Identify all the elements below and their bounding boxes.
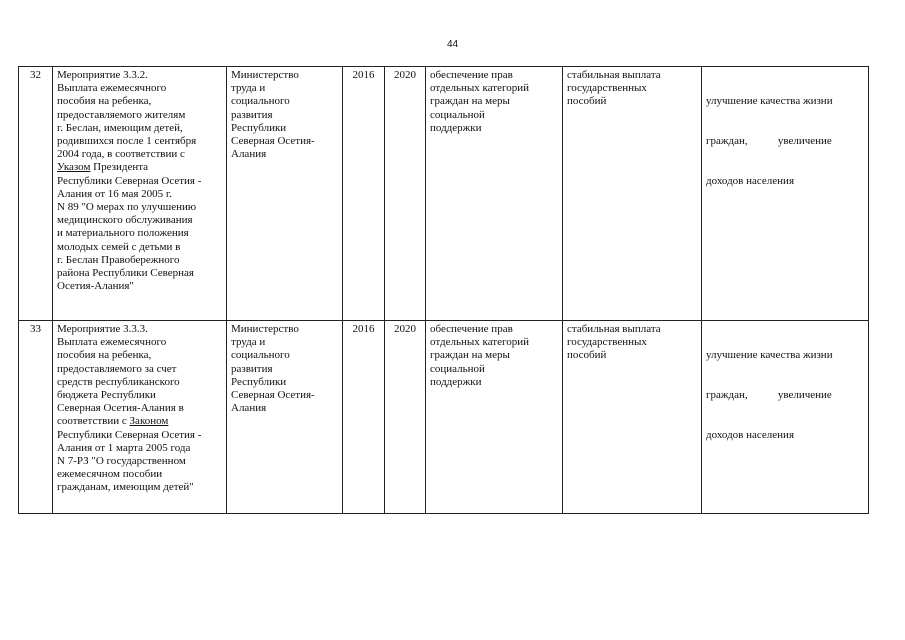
table-row-32: [19, 67, 869, 321]
expected-result: улучшение качества жизни граждан, увеличение доходов населения: [702, 321, 869, 514]
indicator: стабильная выплата государственных пособий: [563, 67, 702, 321]
event-description: Мероприятие 3.3.2. Выплата ежемесячного пособия на ребенка, предоставляемого жителям г. Беслан, имеющим детей, родившихся после 1 сентября 2004 года, в соответствии с Указом Президента Республики Северная Осетия - Алания от 16 мая 2005 г. N 89 "О мерах по улучшению медицинского обслуживания и материального положения молодых семей с детьми в г. Беслан Правобережного района Республики Северная Осетия-Алания": [53, 67, 227, 321]
program-activities-table: [18, 66, 869, 514]
year-start: 2016: [343, 321, 385, 514]
year-start: 2016: [343, 67, 385, 321]
page-number: 44: [446, 39, 459, 50]
executor: Министерство труда и социального развития Республики Северная Осетия- Алания: [227, 67, 343, 321]
indicator: стабильная выплата государственных пособий: [563, 321, 702, 514]
executor: Министерство труда и социального развития Республики Северная Осетия- Алания: [227, 321, 343, 514]
expected-result: улучшение качества жизни граждан, увеличение доходов населения: [702, 67, 869, 321]
row-number: 33: [19, 321, 53, 514]
year-end: 2020: [385, 67, 426, 321]
decree-link[interactable]: Указом: [57, 161, 91, 174]
year-end: 2020: [385, 321, 426, 514]
goal: обеспечение прав отдельных категорий граждан на меры социальной поддержки: [426, 321, 563, 514]
law-link[interactable]: Законом: [129, 415, 169, 428]
goal: обеспечение прав отдельных категорий граждан на меры социальной поддержки: [426, 67, 563, 321]
event-description: Мероприятие 3.3.3. Выплата ежемесячного пособия на ребенка, предоставляемого за счет средств республиканского бюджета Республики Северная Осетия-Алания в соответствии с Законом Республики Северная Осетия - Алания от 1 марта 2005 года N 7-РЗ "О государственном ежемесячном пособии гражданам, имеющим детей": [53, 321, 227, 514]
row-number: 32: [19, 67, 53, 321]
table-row-33: [19, 321, 869, 514]
